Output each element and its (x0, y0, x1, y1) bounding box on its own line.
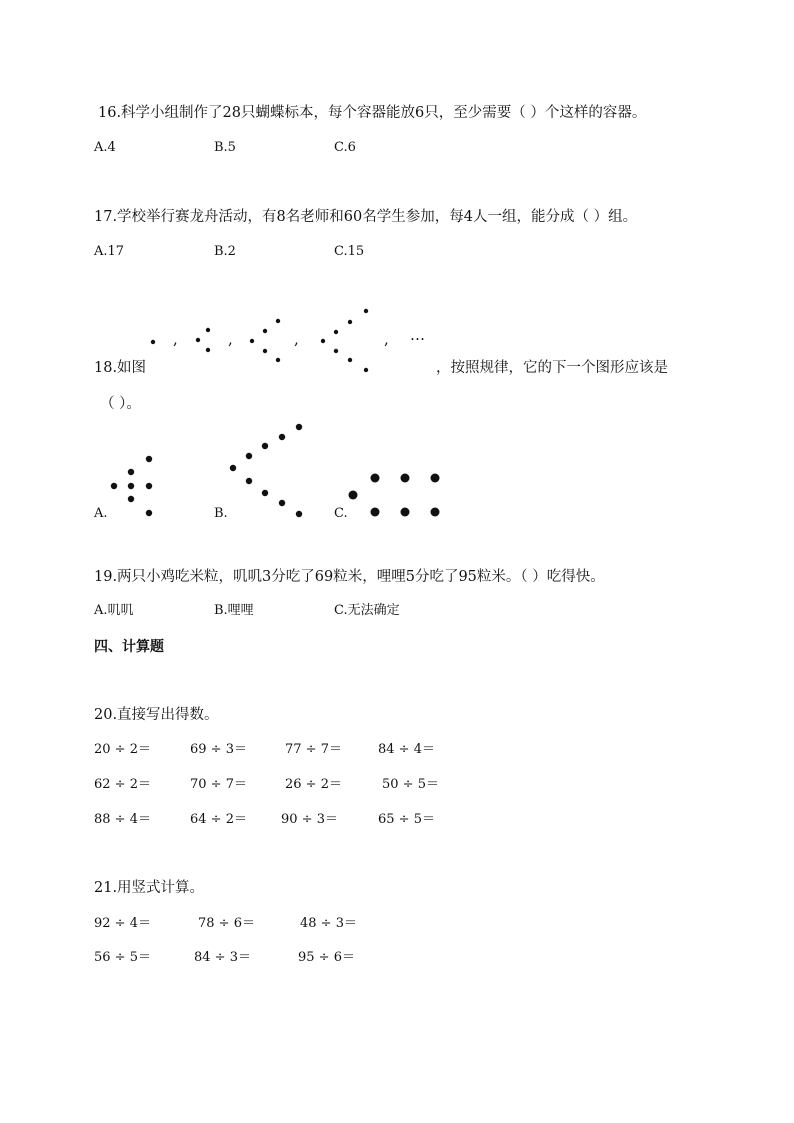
seq-dot (364, 309, 368, 313)
seq-comma: , (228, 330, 233, 348)
q17-option-a[interactable]: A.17 (94, 244, 125, 259)
q16-option-c[interactable]: C.6 (334, 140, 356, 155)
q18-option-c-figure[interactable] (345, 470, 445, 520)
q19-option-b[interactable]: B.哩哩 (214, 603, 254, 618)
seq-comma: , (294, 330, 299, 348)
q20-expr: 77 ÷ 7＝ (285, 742, 342, 757)
q20-expr: 70 ÷ 7＝ (190, 777, 247, 792)
q19-option-a[interactable]: A.叽叽 (94, 603, 134, 618)
q17-option-c[interactable]: C.15 (334, 244, 365, 259)
seq-dot (348, 320, 352, 324)
q21-expr: 56 ÷ 5＝ (94, 950, 151, 965)
q20-expr: 84 ÷ 4＝ (378, 742, 435, 757)
q18-option-a-figure[interactable] (105, 452, 165, 522)
seq-dot (263, 329, 267, 333)
seq-dot (334, 330, 338, 334)
seq-dot (364, 368, 368, 372)
q20-expr: 20 ÷ 2＝ (94, 742, 151, 757)
q21-expr: 48 ÷ 3＝ (300, 916, 357, 931)
q20-expr: 26 ÷ 2＝ (285, 777, 342, 792)
question-20-title: 20.直接写出得数。 (94, 707, 219, 723)
question-19-text: 19.两只小鸡吃米粒，叽叽3分吃了69粒米，哩哩5分吃了95粒米。（ ）吃得快。 (94, 569, 605, 585)
seq-dot (151, 340, 155, 344)
q18-option-b-figure[interactable] (225, 420, 315, 520)
seq-dot (321, 339, 325, 343)
seq-dot (276, 358, 280, 362)
question-17-text: 17.学校举行赛龙舟活动，有8名老师和60名学生参加，每4人一组，能分成（ ）组。 (94, 209, 638, 225)
seq-dot (250, 339, 254, 343)
q21-expr: 78 ÷ 6＝ (198, 916, 255, 931)
q20-expr: 69 ÷ 3＝ (190, 742, 247, 757)
seq-ellipsis: … (410, 326, 425, 344)
question-16-text: 16.科学小组制作了28只蝴蝶标本，每个容器能放6只，至少需要（ ）个这样的容器。 (98, 105, 647, 121)
question-18-text-line2: （ ）。 (100, 396, 141, 412)
question-18-text-suffix: ，按照规律，它的下一个图形应该是 (436, 360, 668, 376)
q20-expr: 65 ÷ 5＝ (378, 812, 435, 827)
seq-dot (196, 338, 200, 342)
seq-comma: , (173, 330, 178, 348)
section-heading: 四、计算题 (94, 639, 164, 655)
question-21-title: 21.用竖式计算。 (94, 880, 205, 896)
question-18-text-prefix: 18.如图 (94, 360, 147, 376)
seq-dot (348, 358, 352, 362)
q20-expr: 88 ÷ 4＝ (94, 812, 151, 827)
q18-option-a[interactable]: A. (94, 506, 108, 521)
q20-expr: 90 ÷ 3＝ (281, 812, 338, 827)
q18-option-b[interactable]: B. (214, 506, 228, 521)
seq-comma: , (384, 330, 389, 348)
q20-expr: 64 ÷ 2＝ (190, 812, 247, 827)
seq-dot (206, 328, 210, 332)
q21-expr: 84 ÷ 3＝ (194, 950, 251, 965)
q18-option-c[interactable]: C. (334, 506, 348, 521)
q21-expr: 95 ÷ 6＝ (298, 950, 355, 965)
q16-option-a[interactable]: A.4 (94, 140, 116, 155)
q19-option-c[interactable]: C.无法确定 (334, 603, 400, 618)
q17-option-b[interactable]: B.2 (214, 244, 236, 259)
seq-dot (334, 349, 338, 353)
seq-dot (276, 319, 280, 323)
q18-dot-sequence-figure (140, 305, 440, 375)
q16-option-b[interactable]: B.5 (214, 140, 236, 155)
seq-dot (263, 349, 267, 353)
q21-expr: 92 ÷ 4＝ (94, 916, 151, 931)
q20-expr: 50 ÷ 5＝ (382, 777, 439, 792)
seq-dot (206, 348, 210, 352)
q20-expr: 62 ÷ 2＝ (94, 777, 151, 792)
